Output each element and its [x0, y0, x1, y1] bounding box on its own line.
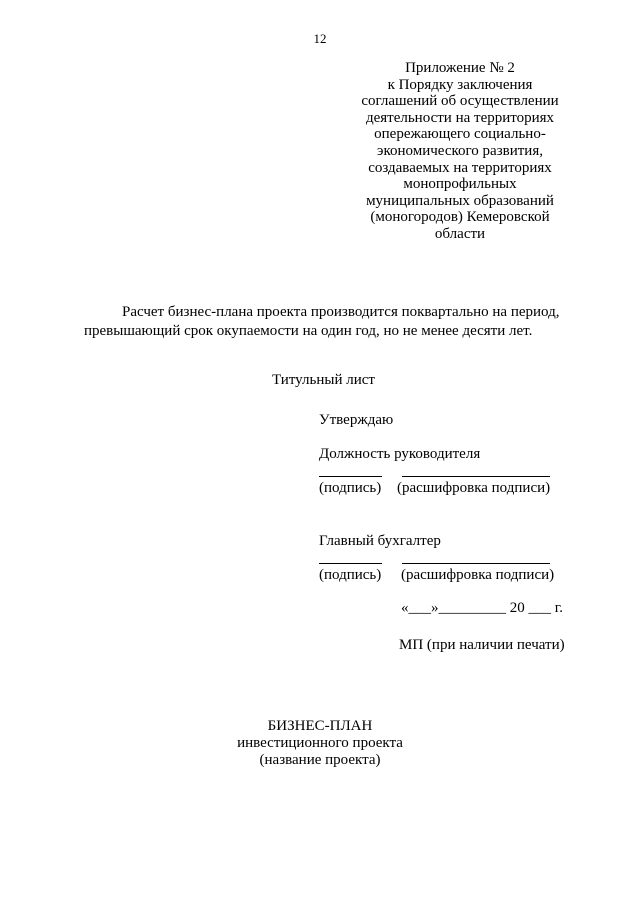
head-signature-caption: (подпись) [319, 480, 382, 496]
appendix-line: экономического развития, [377, 142, 543, 159]
accountant-signature-caption: (подпись) [319, 567, 382, 583]
appendix-line: области [434, 225, 486, 242]
chief-accountant-label: Главный бухгалтер [319, 533, 441, 549]
head-decoding-caption: (расшифровка подписи) [397, 480, 551, 496]
business-plan-title-block [0, 718, 640, 769]
intro-line-1: Расчет бизнес-плана проекта производится поквартально на период, [122, 304, 560, 320]
appendix-line: деятельности на территориях [365, 109, 555, 126]
appendix-line: монопрофильных [403, 176, 517, 193]
intro-paragraph [84, 303, 584, 341]
appendix-line: (моногородов) Кемеровской [370, 209, 550, 226]
head-decoding-line [402, 476, 550, 477]
appendix-line: муниципальных образований [366, 192, 554, 209]
accountant-signature-line [319, 563, 382, 564]
appendix-line: к Порядку заключения [387, 76, 533, 93]
title-sheet-heading: Титульный лист [272, 372, 375, 388]
approve-label: Утверждаю [319, 412, 394, 428]
appendix-header [340, 60, 580, 243]
appendix-line: создаваемых на территориях [368, 159, 552, 176]
business-plan-title: БИЗНЕС-ПЛАН [267, 718, 373, 734]
intro-line-2: превышающий срок окупаемости на один год, но не менее десяти лет. [84, 323, 533, 339]
head-signature-line [319, 476, 382, 477]
appendix-line: соглашений об осуществлении [361, 93, 559, 110]
head-position-label: Должность руководителя [319, 446, 481, 462]
accountant-decoding-caption: (расшифровка подписи) [401, 567, 555, 583]
accountant-decoding-line [402, 563, 550, 564]
stamp-label: МП (при наличии печати) [399, 637, 565, 653]
appendix-line: опережающего социально- [374, 126, 546, 143]
appendix-line: Приложение № 2 [405, 60, 515, 76]
page-number: 12 [313, 31, 327, 46]
business-plan-subtitle: инвестиционного проекта [237, 735, 403, 751]
date-line: «___»_________ 20 ___ г. [401, 600, 563, 616]
project-name-placeholder: (название проекта) [259, 752, 381, 768]
